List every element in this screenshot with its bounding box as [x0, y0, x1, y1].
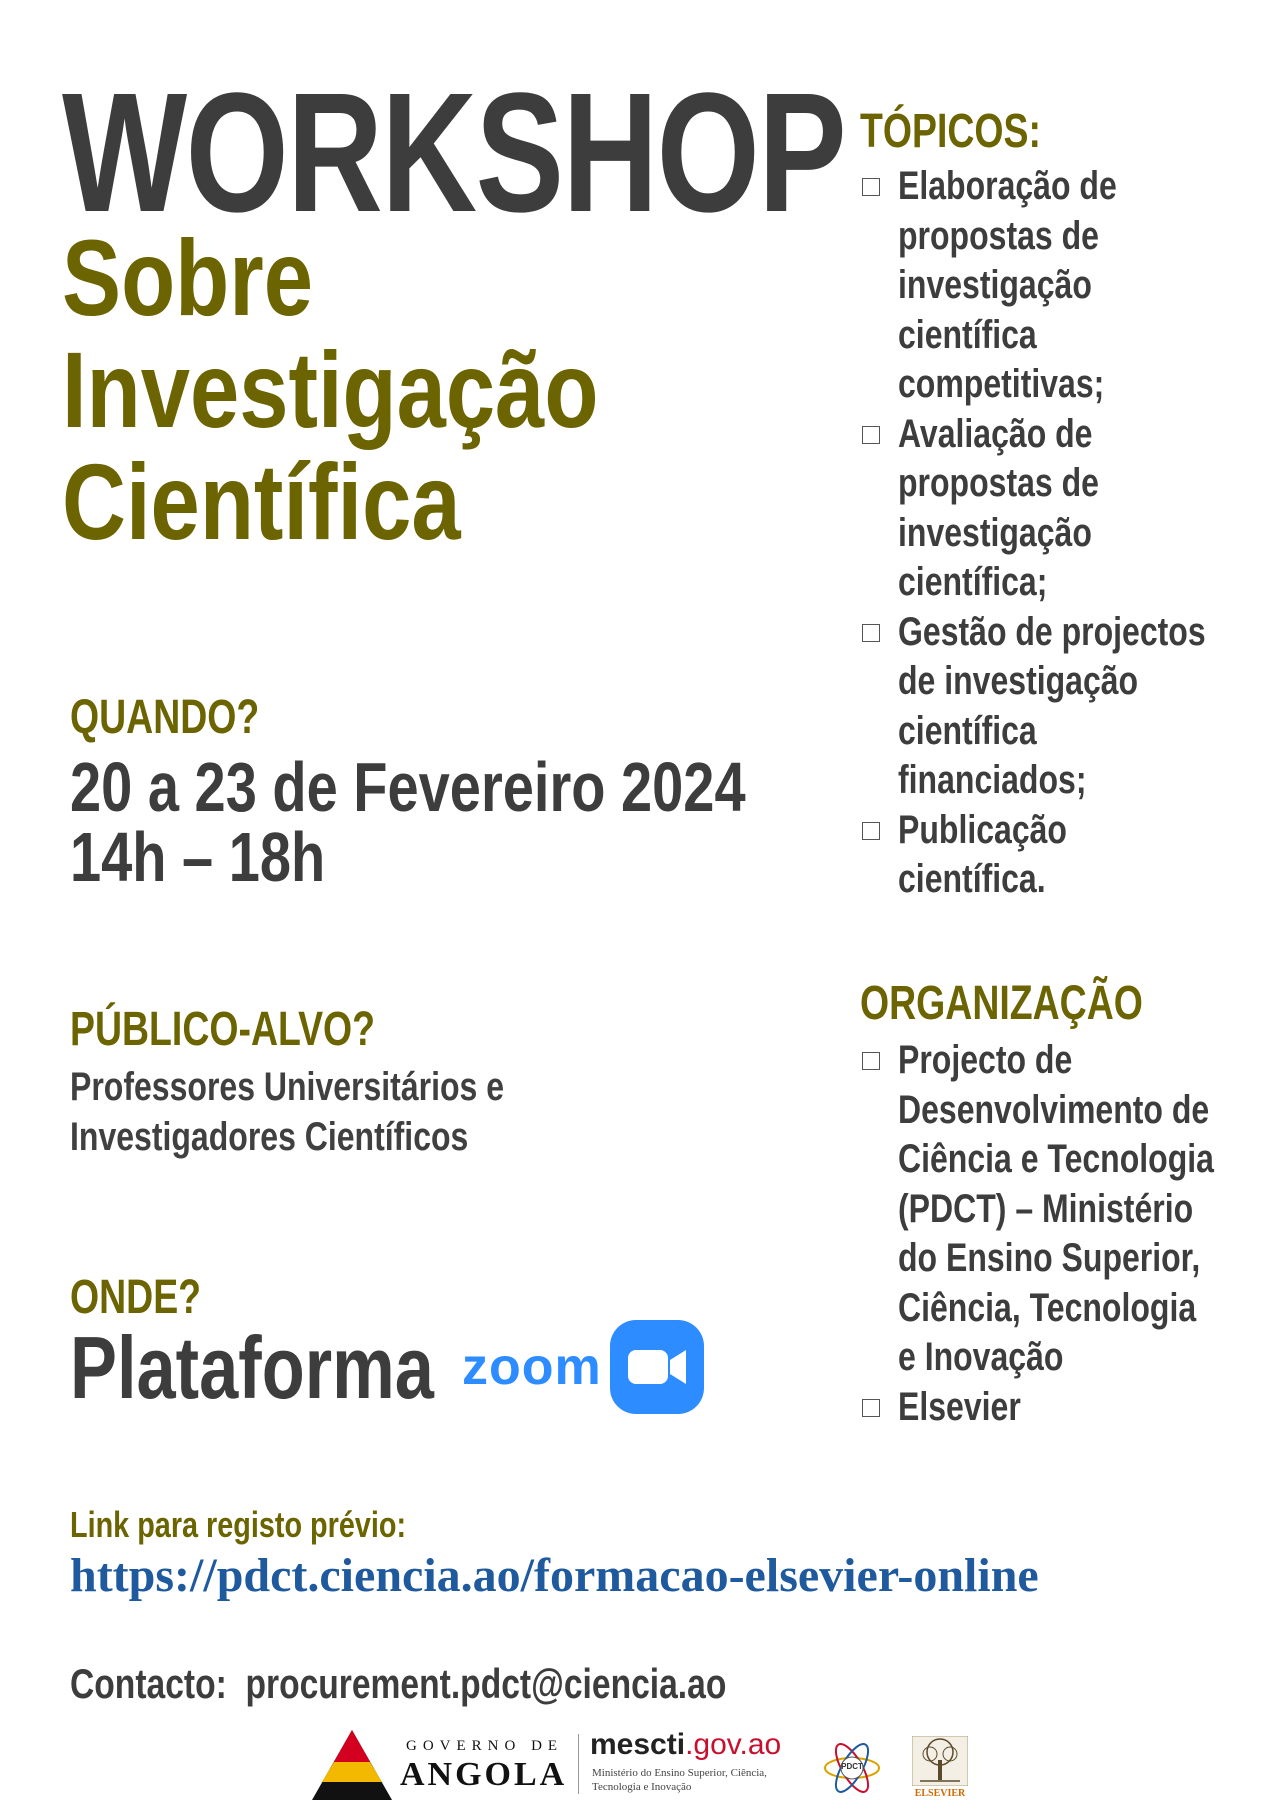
- audience-label: PÚBLICO-ALVO?: [70, 1003, 376, 1056]
- contact-line: [70, 1660, 726, 1708]
- checkbox-icon: [862, 624, 880, 642]
- pdct-logo: [822, 1738, 882, 1798]
- mescti-subtitle: [592, 1766, 767, 1794]
- mescti-sub-1: Ministério do Ensino Superior, Ciência,: [592, 1767, 767, 1779]
- subtitle-line-1: Sobre: [62, 217, 313, 338]
- checkbox-icon: [862, 822, 880, 840]
- checkbox-icon: [862, 1052, 880, 1070]
- workshop-subtitle: [62, 217, 599, 562]
- organization-item: Elsevier: [860, 1383, 1285, 1433]
- organization-item: Projecto de Desenvolvimento de Ciência e Tecnologia (PDCT) – Ministério do Ensino Superior, Ciência, Tecnologia e Inovação: [860, 1036, 1285, 1383]
- checkbox-icon: [862, 178, 880, 196]
- topic-item: Avaliação de propostas de investigação científica;: [860, 410, 1285, 608]
- zoom-camera-icon: [610, 1320, 704, 1414]
- audience-line-1: Professores Universitários e: [70, 1065, 504, 1109]
- mescti-main: mescti: [590, 1728, 686, 1761]
- subtitle-line-2: Investigação: [62, 329, 599, 450]
- registration-label: Link para registo prévio:: [70, 1504, 407, 1545]
- registration-link[interactable]: https://pdct.ciencia.ao/formacao-elsevier-online: [70, 1549, 1039, 1602]
- checkbox-icon: [862, 1399, 880, 1417]
- checkbox-icon: [862, 426, 880, 444]
- gov-line-2: ANGOLA: [400, 1756, 568, 1793]
- topics-label: TÓPICOS:: [860, 105, 1041, 158]
- audience-line-2: Investigadores Científicos: [70, 1115, 469, 1159]
- subtitle-line-3: Científica: [62, 441, 461, 562]
- contact-email[interactable]: procurement.pdct@ciencia.ao: [245, 1660, 727, 1707]
- footer-divider: [578, 1734, 579, 1794]
- topic-item: Publicação científica.: [860, 806, 1285, 905]
- when-date: 20 a 23 de Fevereiro 2024: [70, 748, 746, 826]
- contact-label: Contacto:: [70, 1660, 227, 1707]
- topic-item: Gestão de projectos de investigação científica financiados;: [860, 608, 1285, 806]
- organization-label: ORGANIZAÇÃO: [860, 977, 1143, 1030]
- when-time: 14h – 18h: [70, 818, 326, 896]
- gov-line-1: GOVERNO DE: [406, 1738, 564, 1754]
- mescti-logo: [590, 1728, 781, 1762]
- where-platform: Plataforma: [70, 1318, 434, 1417]
- elsevier-logo: [912, 1736, 968, 1800]
- zoom-wordmark: zoom: [462, 1338, 602, 1396]
- mescti-sub-2: Tecnologia e Inovação: [592, 1781, 692, 1793]
- elsevier-tree-icon: [912, 1736, 968, 1786]
- pdct-label: PDCT: [841, 1762, 863, 1771]
- topics-list: [860, 162, 1285, 905]
- when-label: QUANDO?: [70, 691, 260, 744]
- topic-item: Elaboração de propostas de investigação científica competitivas;: [860, 162, 1285, 410]
- mescti-domain: .gov.ao: [685, 1728, 782, 1761]
- organization-list: [860, 1036, 1285, 1432]
- angola-emblem-icon: [312, 1730, 392, 1800]
- where-label: ONDE?: [70, 1271, 202, 1324]
- elsevier-label: ELSEVIER: [914, 1788, 966, 1799]
- workshop-title: WORKSHOP: [62, 58, 846, 248]
